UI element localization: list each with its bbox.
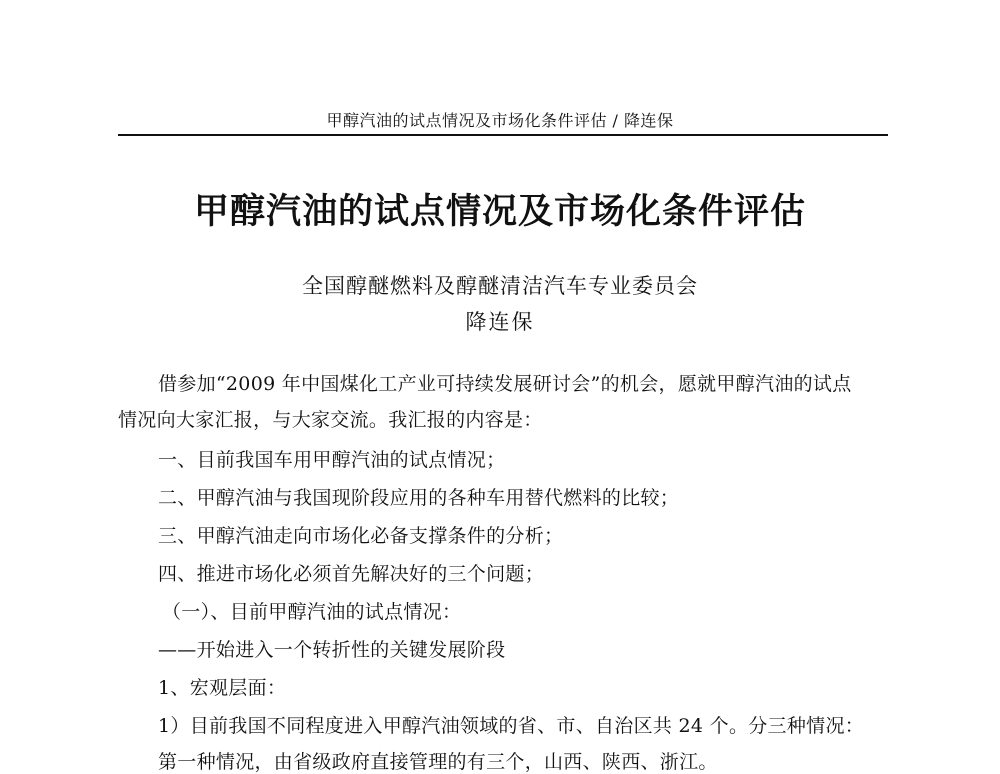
header-rule [118, 134, 888, 136]
running-header: 甲醇汽油的试点情况及市场化条件评估 / 降连保 [326, 111, 674, 130]
intro-paragraph-line-1: 借参加“2009 年中国煤化工产业可持续发展研讨会”的机会，愿就甲醇汽油的试点 [158, 373, 852, 395]
author-name: 降连保 [465, 310, 535, 334]
outline-item-2: 二、甲醇汽油与我国现阶段应用的各种车用替代燃料的比较； [158, 487, 680, 509]
body-paragraph-point-1: 1）目前我国不同程度进入甲醇汽油领域的省、市、自治区共 24 个。分三种情况： [158, 715, 865, 737]
section-heading: （一）、目前甲醇汽油的试点情况： [162, 601, 462, 623]
outline-item-1: 一、目前我国车用甲醇汽油的试点情况； [158, 449, 506, 471]
intro-paragraph-line-2: 情况向大家汇报，与大家交流。我汇报的内容是： [118, 409, 543, 431]
outline-item-4: 四、推进市场化必须首先解决好的三个问题； [158, 563, 545, 585]
author-organization: 全国醇醚燃料及醇醚清洁汽车专业委员会 [302, 274, 698, 298]
subsection-heading: 1、宏观层面： [158, 677, 287, 699]
section-subtitle: ——开始进入一个转折性的关键发展阶段 [158, 639, 506, 661]
document-title: 甲醇汽油的试点情况及市场化条件评估 [193, 192, 806, 232]
outline-item-3: 三、甲醇汽油走向市场化必备支撑条件的分析； [158, 525, 564, 547]
body-paragraph-partial-line: 第一种情况，由省级政府直接管理的有三个，山西、陕西、浙江。 [158, 751, 718, 773]
